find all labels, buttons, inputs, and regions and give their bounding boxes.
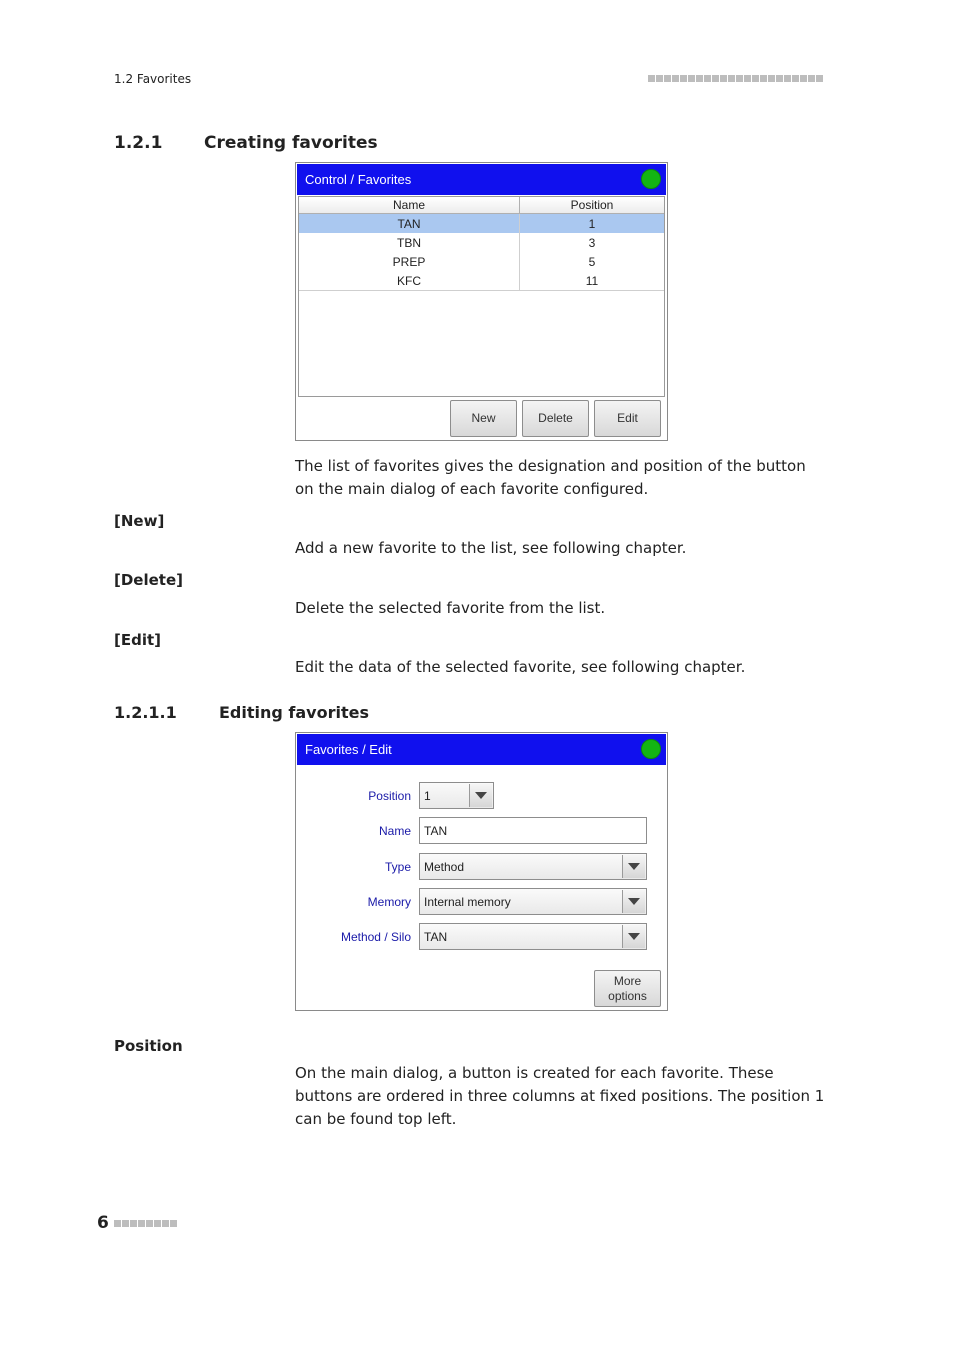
list-row[interactable] (299, 271, 664, 290)
header-decoration (648, 75, 823, 82)
column-header-position[interactable]: Position (570, 198, 614, 212)
more-options-line-2: options (608, 988, 647, 1003)
position-value: 1 (424, 788, 431, 803)
status-indicator-icon (641, 169, 661, 189)
footer-decoration (114, 1220, 177, 1227)
chevron-down-icon[interactable] (622, 855, 645, 878)
row-position: 5 (588, 254, 596, 269)
status-indicator-icon (641, 739, 661, 759)
method-silo-dropdown[interactable] (419, 923, 647, 950)
favorites-list[interactable] (298, 196, 665, 397)
list-row[interactable] (299, 252, 664, 271)
term-position: Position (114, 1037, 183, 1055)
memory-value: Internal memory (424, 894, 511, 909)
type-dropdown[interactable] (419, 853, 647, 880)
row-name: PREP (299, 252, 520, 271)
subsection-number: 1.2.1.1 (114, 703, 177, 722)
row-position: 11 (585, 273, 599, 288)
method-silo-label: Method / Silo (340, 930, 411, 944)
section-number: 1.2.1 (114, 133, 163, 153)
memory-dropdown[interactable] (419, 888, 647, 915)
more-options-line-1: More (613, 973, 642, 988)
dialog-title: Favorites / Edit (305, 742, 392, 757)
memory-label: Memory (367, 895, 411, 909)
dialog-title: Control / Favorites (305, 172, 412, 187)
description-position: On the main dialog, a button is created for each favorite. These buttons are ordered in three columns at fixed positions. The position 1 can be found top left. (295, 1064, 825, 1128)
name-input[interactable] (419, 817, 647, 844)
position-label: Position (368, 789, 411, 803)
row-position: 3 (588, 235, 596, 250)
new-button[interactable]: New (450, 400, 517, 437)
method-silo-value: TAN (424, 929, 448, 944)
intro-paragraph: The list of favorites gives the designation and position of the button on the main dialog of each favorite configured. (295, 457, 806, 498)
term-delete: [Delete] (114, 571, 183, 589)
delete-button[interactable]: Delete (522, 400, 589, 437)
description-delete: Delete the selected favorite from the list. (295, 599, 606, 617)
description-new: Add a new favorite to the list, see following chapter. (295, 539, 687, 557)
page-number: 6 (97, 1213, 109, 1233)
list-row[interactable] (299, 233, 664, 252)
list-row[interactable] (299, 214, 664, 233)
edit-button[interactable]: Edit (594, 400, 661, 437)
type-label: Type (384, 860, 411, 874)
section-heading (114, 133, 378, 153)
name-label: Name (378, 824, 411, 838)
section-title: Creating favorites (204, 133, 378, 153)
favorites-edit-dialog (295, 732, 668, 1011)
list-header (299, 197, 664, 214)
subsection-heading (114, 703, 369, 722)
favorites-dialog (295, 162, 668, 441)
type-value: Method (424, 859, 465, 874)
name-value: TAN (424, 823, 448, 838)
subsection-title: Editing favorites (219, 703, 369, 722)
running-header: 1.2 Favorites (114, 72, 192, 86)
chevron-down-icon[interactable] (469, 784, 492, 807)
dialog-titlebar (297, 164, 666, 195)
row-position: 1 (588, 216, 596, 231)
dialog-titlebar (297, 734, 666, 765)
description-edit: Edit the data of the selected favorite, see following chapter. (295, 658, 746, 676)
term-new: [New] (114, 512, 165, 530)
chevron-down-icon[interactable] (622, 890, 645, 913)
position-dropdown[interactable] (419, 782, 494, 809)
row-name: KFC (299, 271, 520, 290)
chevron-down-icon[interactable] (622, 925, 645, 948)
row-name: TAN (299, 214, 520, 233)
column-header-name[interactable]: Name (299, 197, 520, 213)
term-edit: [Edit] (114, 631, 162, 649)
more-options-button[interactable] (594, 970, 661, 1007)
row-name: TBN (299, 233, 520, 252)
